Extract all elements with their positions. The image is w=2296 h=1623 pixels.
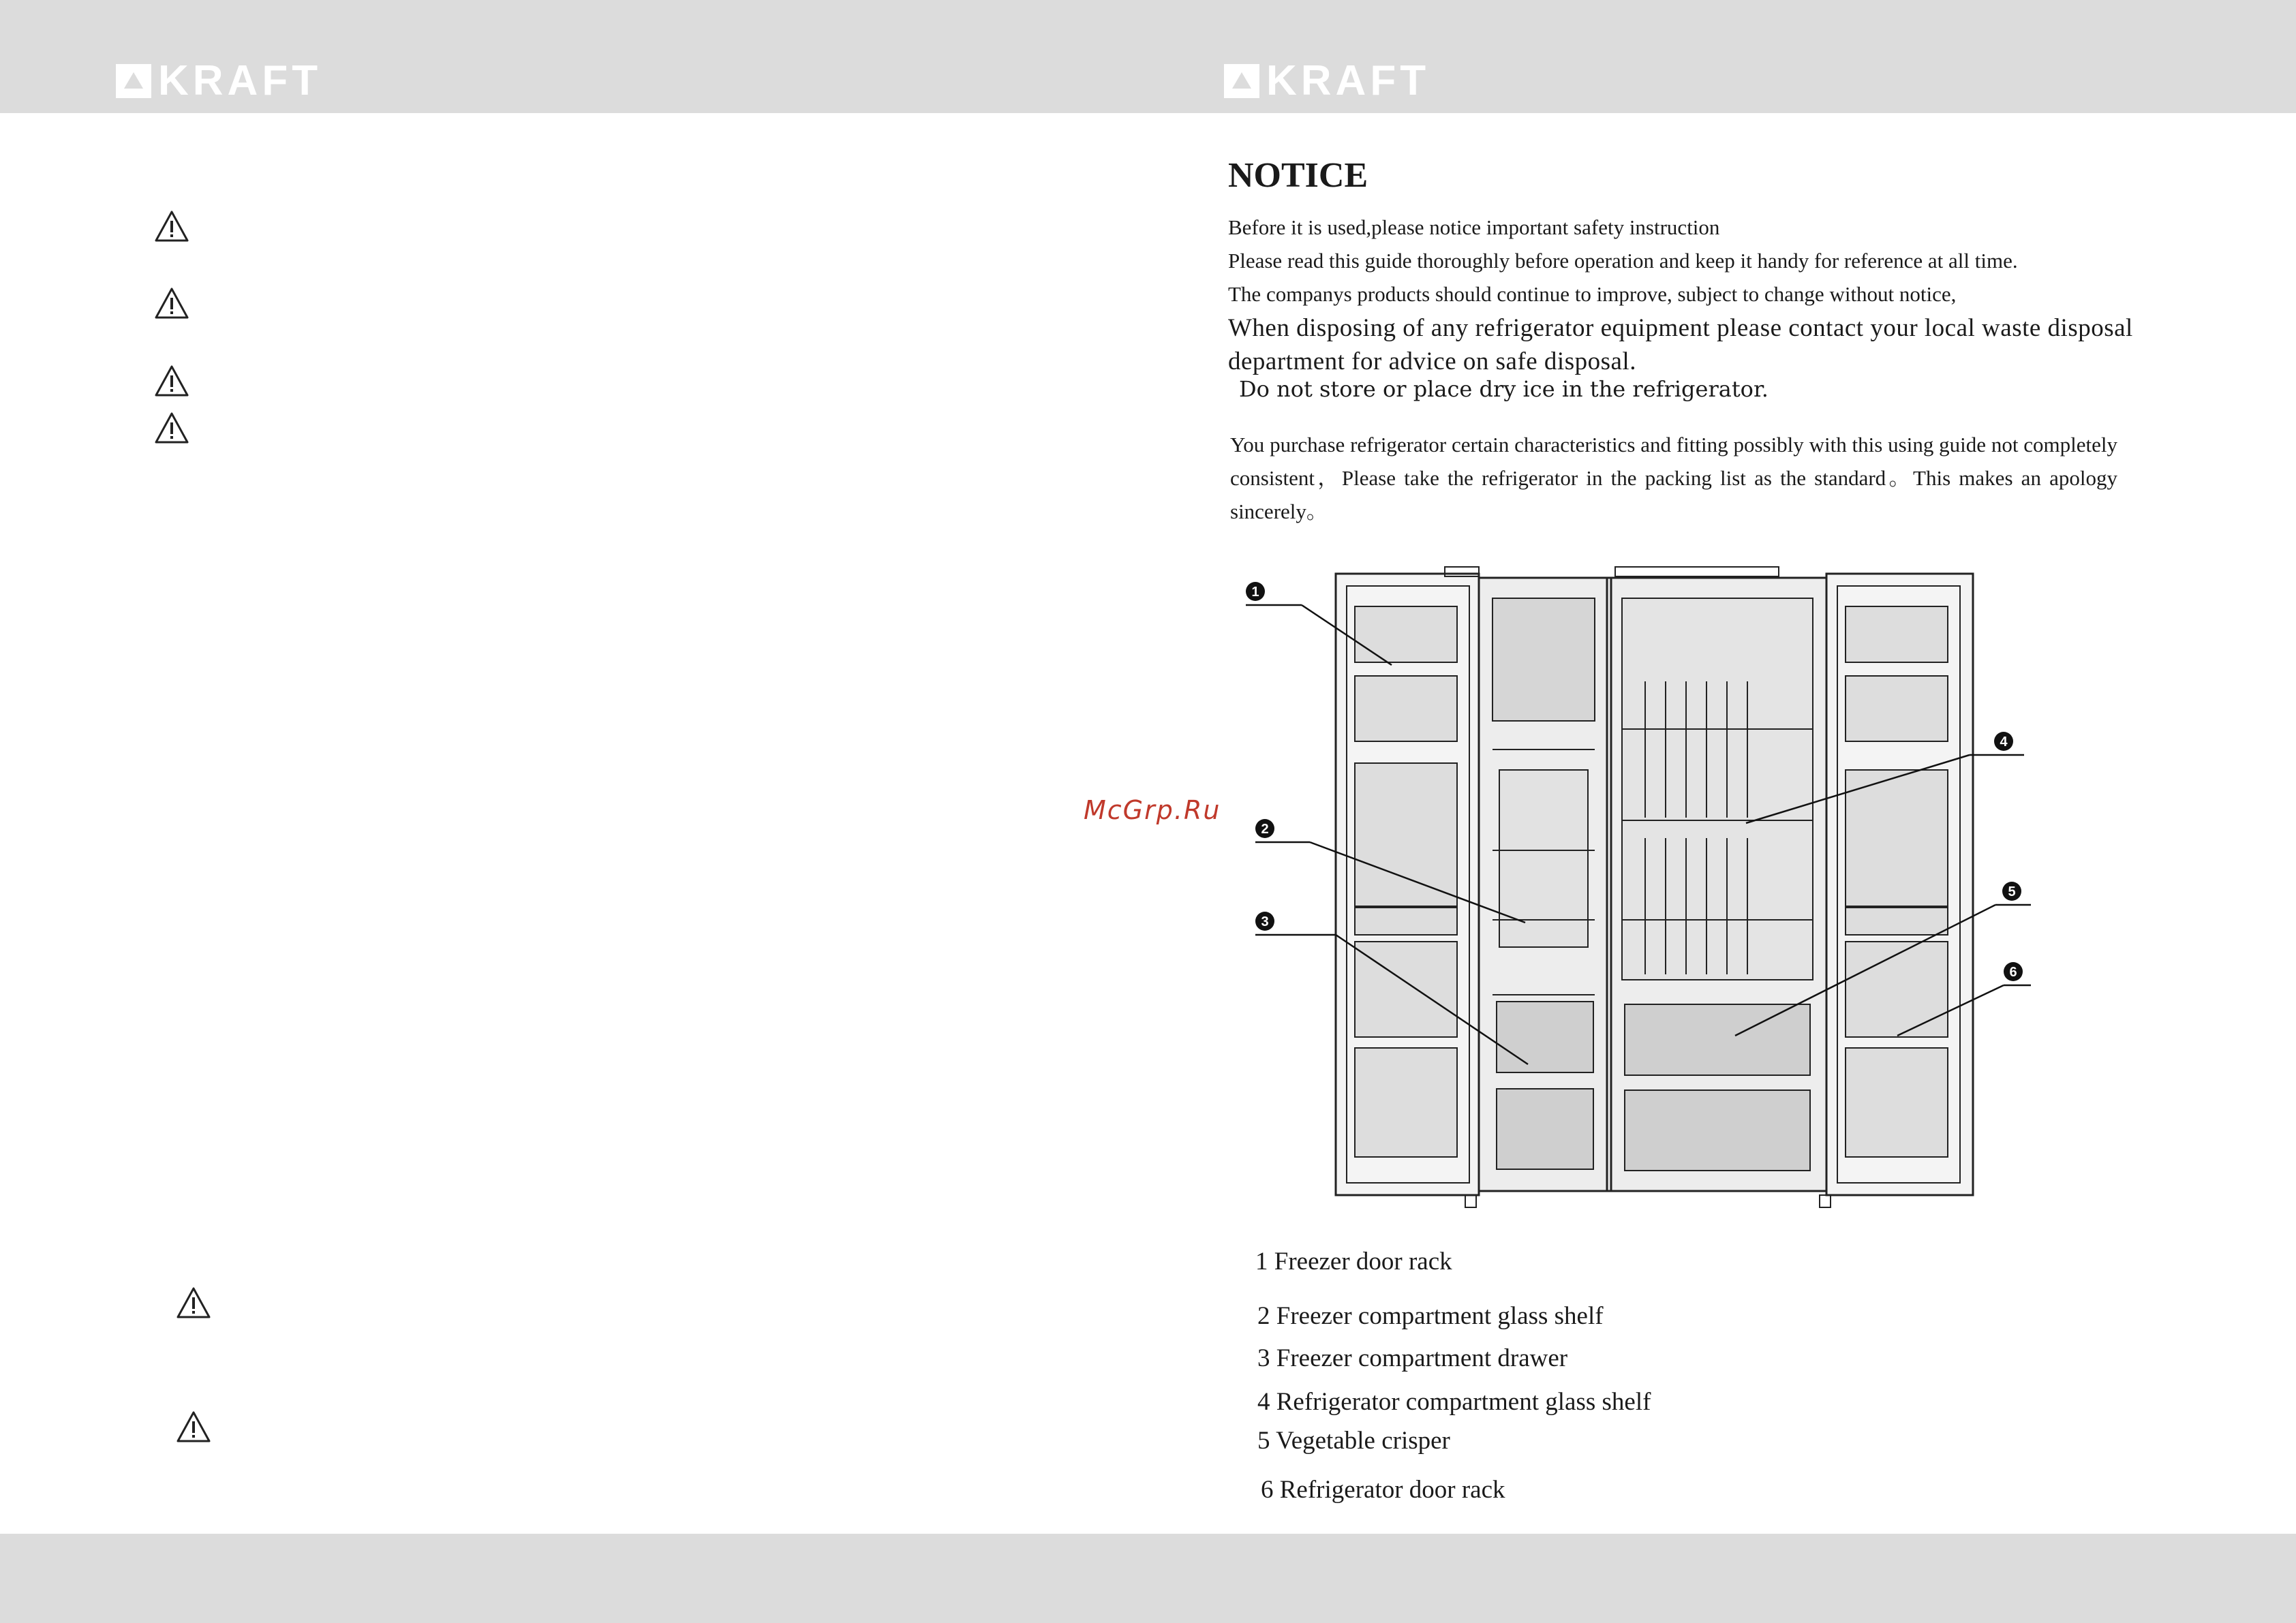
legend-number: 6	[1261, 1476, 1274, 1504]
kraft-logo-icon	[116, 64, 151, 98]
warning-triangle-icon	[154, 210, 189, 243]
refrigerator-diagram	[1234, 566, 2051, 1213]
legend-label: Freezer door rack	[1274, 1248, 1452, 1276]
header-bar	[0, 0, 2296, 113]
callout-6: 6	[2009, 965, 2017, 980]
legend-number: 4	[1257, 1388, 1270, 1416]
legend-label: Refrigerator door rack	[1279, 1476, 1505, 1504]
brand-name: KRAFT	[158, 57, 322, 104]
legend-number: 5	[1257, 1427, 1270, 1455]
notice-line: Before it is used,please notice important safety instruction	[1228, 215, 1720, 239]
warning-triangle-icon	[154, 365, 189, 397]
notice-line: The companys products should continue to improve, subject to change without notice,	[1228, 282, 1957, 306]
brand-name: KRAFT	[1266, 57, 1430, 104]
legend-item	[1257, 1426, 1450, 1455]
legend-item	[1255, 1247, 1452, 1276]
brand-logo-right	[1224, 57, 1430, 104]
legend-number: 2	[1257, 1302, 1270, 1330]
kraft-logo-icon	[1224, 64, 1259, 98]
notice-line: Please read this guide thoroughly before operation and keep it handy for reference at all time.	[1228, 249, 2018, 273]
legend-number: 1	[1255, 1248, 1268, 1276]
callout-5: 5	[2008, 884, 2016, 899]
callout-4: 4	[2000, 735, 2008, 749]
legend-item	[1261, 1475, 1505, 1504]
callout-2: 2	[1261, 822, 1269, 837]
legend-item	[1257, 1301, 1604, 1331]
legend-item	[1257, 1344, 1567, 1373]
callout-1: 1	[1251, 585, 1259, 600]
legend-label: Freezer compartment glass shelf	[1276, 1302, 1604, 1330]
legend-label: Refrigerator compartment glass shelf	[1276, 1388, 1651, 1416]
brand-logo-left	[116, 57, 322, 104]
legend-item	[1257, 1387, 1651, 1417]
legend-label: Vegetable crisper	[1276, 1427, 1450, 1455]
legend-number: 3	[1257, 1344, 1270, 1372]
notice-line: When disposing of any refrigerator equipment please contact your local waste disposal	[1228, 314, 2133, 342]
callout-3: 3	[1261, 914, 1269, 929]
warning-triangle-icon	[154, 412, 189, 444]
watermark: McGrp.Ru	[1084, 795, 1221, 825]
warning-triangle-icon	[176, 1286, 211, 1319]
warning-triangle-icon	[176, 1410, 211, 1443]
notice-line: Do not store or place dry ice in the refrigerator.	[1239, 376, 1769, 402]
footer-bar	[0, 1534, 2296, 1623]
warning-triangle-icon	[154, 287, 189, 320]
notice-title: NOTICE	[1228, 156, 1368, 195]
notice-paragraph: You purchase refrigerator certain characteristics and fitting possibly with this using guide not completely consistent，Please take the refrigerator in the packing list as the standard。This makes an apology sincerely。	[1230, 433, 2117, 523]
legend-label: Freezer compartment drawer	[1276, 1344, 1568, 1372]
notice-line: department for advice on safe disposal.	[1228, 347, 1636, 375]
